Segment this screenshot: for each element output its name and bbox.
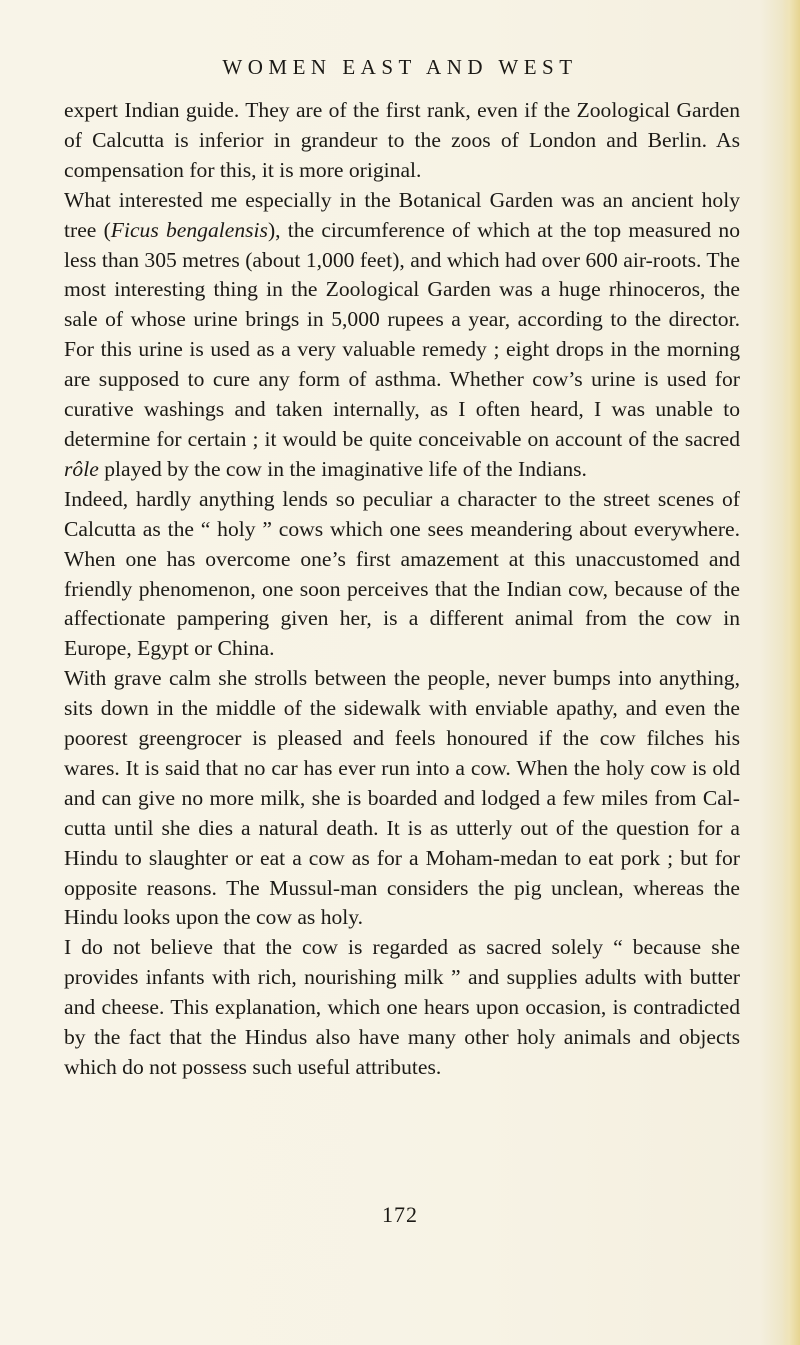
paragraph-2 [64, 186, 740, 485]
paragraph-4 [64, 664, 740, 933]
paragraph-3-text: Indeed, hardly anything lends so peculiar a character to the street scenes of Calcutta as the “ holy ” cows which one sees meandering about everywhere. When one has overcome one’s first amazement at this unaccustomed and friendly phenomenon, one soon perceives that the Indian cow, because of the affectionate pampering given her, is a different animal from the cow in Europe, Egypt or China. [64, 486, 740, 661]
page-edge-shadow [782, 0, 800, 1345]
paragraph-5 [64, 933, 740, 1083]
role-italic: rôle [64, 456, 99, 481]
running-head: WOMEN EAST AND WEST [222, 55, 578, 79]
paragraph-1 [64, 96, 740, 186]
paragraph-2-text-b: ), the circumference of which at the top measured no less than 305 metres (about 1,000 feet), and which had over 600 air-roots. The most interesting thing in the Zoological Garden was a huge rhinoceros, the sale of whose urine brings in 5,000 rupees a year, according to the director. For this urine is used as a very valuable remedy ; eight drops in the morning are supposed to cure any form of asthma. Whether cow’s urine is used for curative washings and taken internally, as I often heard, I was unable to determine for certain ; it would be quite conceivable on account of the sacred [64, 217, 740, 451]
paragraph-3 [64, 485, 740, 664]
page-number: 172 [382, 1202, 418, 1227]
latin-name-italic: Ficus bengalensis [110, 217, 268, 242]
paragraph-1-text: expert Indian guide. They are of the first rank, even if the Zoological Garden of Calcutta is inferior in grandeur to the zoos of London and Berlin. As compensation for this, it is more original. [64, 98, 740, 182]
paragraph-4-text: With grave calm she strolls between the people, never bumps into anything, sits down in the middle of the sidewalk with enviable apathy, and even the poorest greengrocer is pleased and feels honoured if the cow filches his wares. It is said that no car has ever run into a cow. When the holy cow is old and can give no more milk, she is boarded and lodged a few miles from Cal-cutta until she dies a natural death. It is as utterly out of the question for a Hindu to slaughter or eat a cow as for a Moham-medan to eat pork ; but for opposite reasons. The Mussul-man considers the pig unclean, whereas the Hindu looks upon the cow as holy. [64, 666, 740, 930]
paragraph-2-text-a: What interested me especially in the Botanical Garden was an ancient holy tree ( [64, 187, 740, 242]
body-text [64, 96, 740, 1083]
paragraph-5-text: I do not believe that the cow is regarded as sacred solely “ because she provides infants with rich, nourishing milk ” and supplies adults with butter and cheese. This explanation, which one hears upon occasion, is contradicted by the fact that the Hindus also have many other holy animals and objects which do not possess such useful attributes. [64, 935, 740, 1079]
paragraph-2-text-c: played by the cow in the imaginative life of the Indians. [98, 456, 587, 481]
